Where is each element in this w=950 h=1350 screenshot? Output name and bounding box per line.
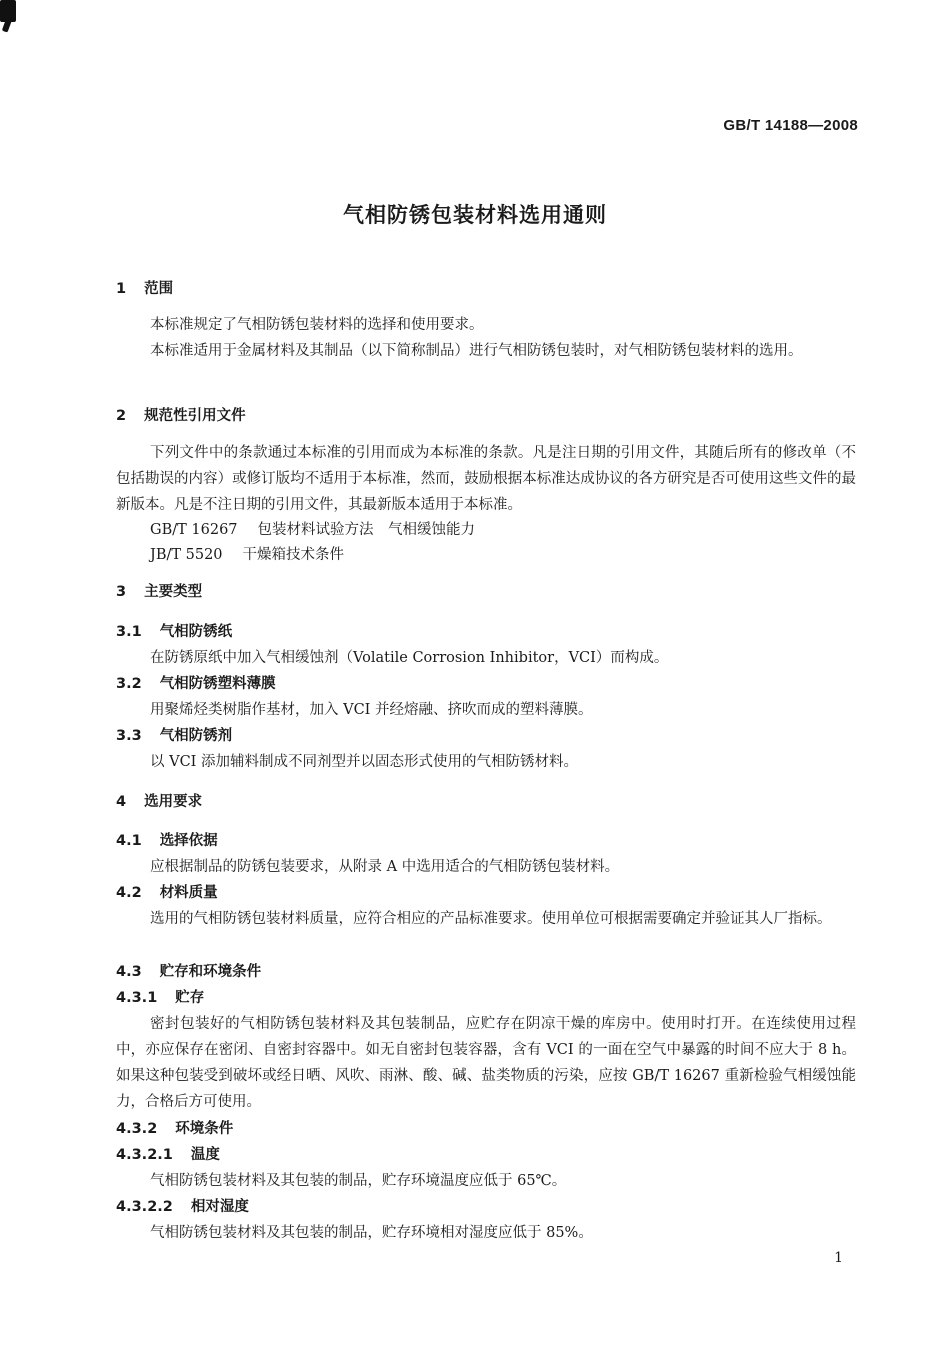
section-number: 3.3 <box>116 728 142 744</box>
section-title: 贮存和环境条件 <box>159 964 262 980</box>
subsection-heading <box>116 620 232 641</box>
section-title: 气相防锈纸 <box>159 624 233 640</box>
section-heading <box>116 580 202 601</box>
section-title: 主要类型 <box>144 584 203 600</box>
reference-item <box>150 543 344 564</box>
page-number: 1 <box>834 1250 843 1266</box>
reference-name: 包装材料试验方法 气相缓蚀能力 <box>257 522 476 538</box>
subsection-heading <box>116 724 232 745</box>
section-number: 3.2 <box>116 676 142 692</box>
section-heading <box>116 277 173 298</box>
section-number: 4.3.2.2 <box>116 1199 173 1215</box>
section-number: 3.1 <box>116 624 142 640</box>
subsection-heading <box>116 1117 233 1138</box>
paragraph: 用聚烯烃类树脂作基材，加入 VCI 并经熔融、挤吹而成的塑料薄膜。 <box>150 702 593 718</box>
reference-name: 干燥箱技术条件 <box>242 547 345 563</box>
section-title: 材料质量 <box>159 885 218 901</box>
subsection-heading <box>116 672 276 693</box>
paragraph: 密封包装好的气相防锈包装材料及其包装制品，应贮存在阴凉干燥的库房中。使用时打开。在连续使用过程中，亦应保存在密闭、自密封容器中。如无自密封包装容器，含有 VCI 的一面在空气中暴露的时间不应大于 8 h。如果这种包装受到破坏或经日晒、风吹、雨淋、酸、碱、盐类物质的污染，应按 GB/T 16267 重新检验气相缓蚀能力，合格后方可使用。 <box>116 1016 856 1110</box>
paragraph: 本标准规定了气相防锈包装材料的选择和使用要求。 <box>150 317 484 333</box>
document-title: 气相防锈包装材料选用通则 <box>343 203 607 227</box>
section-number: 1 <box>116 281 127 297</box>
section-heading <box>116 404 246 425</box>
section-title: 选用要求 <box>144 794 203 810</box>
section-number: 2 <box>116 408 127 424</box>
section-number: 4.3.1 <box>116 990 158 1006</box>
subsection-heading <box>116 960 261 981</box>
subsection-heading <box>116 1143 220 1164</box>
section-number: 4.3.2 <box>116 1121 158 1137</box>
section-title: 环境条件 <box>175 1121 234 1137</box>
paragraph: 下列文件中的条款通过本标准的引用而成为本标准的条款。凡是注日期的引用文件，其随后所有的修改单（不包括勘误的内容）或修订版均不适用于本标准，然而，鼓励根据本标准达成协议的各方研究是否可使用这些文件的最新版本。凡是不注日期的引用文件，其最新版本适用于本标准。 <box>116 445 856 513</box>
section-number: 4.1 <box>116 833 142 849</box>
section-number: 4 <box>116 794 127 810</box>
section-number: 4.2 <box>116 885 142 901</box>
section-title: 贮存 <box>175 990 205 1006</box>
section-number: 3 <box>116 584 127 600</box>
paragraph: 气相防锈包装材料及其包装的制品，贮存环境温度应低于 65℃。 <box>150 1173 567 1189</box>
section-title: 范围 <box>144 281 174 297</box>
paragraph: 在防锈原纸中加入气相缓蚀剂（Volatile Corrosion Inhibitor，VCI）而构成。 <box>150 650 669 666</box>
section-number: 4.3 <box>116 964 142 980</box>
subsection-heading <box>116 881 218 902</box>
subsection-heading <box>116 1195 249 1216</box>
subsection-heading <box>116 986 204 1007</box>
section-title: 温度 <box>190 1147 220 1163</box>
paragraph: 选用的气相防锈包装材料质量，应符合相应的产品标准要求。使用单位可根据需要确定并验证其人厂指标。 <box>150 911 832 927</box>
reference-code: GB/T 16267 <box>150 522 238 538</box>
section-number: 4.3.2.1 <box>116 1147 173 1163</box>
paragraph: 以 VCI 添加辅料制成不同剂型并以固态形式使用的气相防锈材料。 <box>150 754 579 770</box>
subsection-heading <box>116 829 218 850</box>
section-title: 气相防锈剂 <box>159 728 233 744</box>
section-heading <box>116 790 202 811</box>
reference-item <box>150 518 475 539</box>
standard-code: GB/T 14188—2008 <box>723 117 858 134</box>
paragraph: 气相防锈包装材料及其包装的制品，贮存环境相对湿度应低于 85%。 <box>150 1225 593 1241</box>
section-title: 相对湿度 <box>190 1199 249 1215</box>
section-title: 气相防锈塑料薄膜 <box>159 676 276 692</box>
section-title: 规范性引用文件 <box>144 408 246 424</box>
paragraph: 本标准适用于金属材料及其制品（以下简称制品）进行气相防锈包装时，对气相防锈包装材料的选用。 <box>150 343 803 359</box>
paragraph: 应根据制品的防锈包装要求，从附录 A 中选用适合的气相防锈包装材料。 <box>150 859 620 875</box>
section-title: 选择依据 <box>159 833 218 849</box>
reference-code: JB/T 5520 <box>150 547 223 563</box>
